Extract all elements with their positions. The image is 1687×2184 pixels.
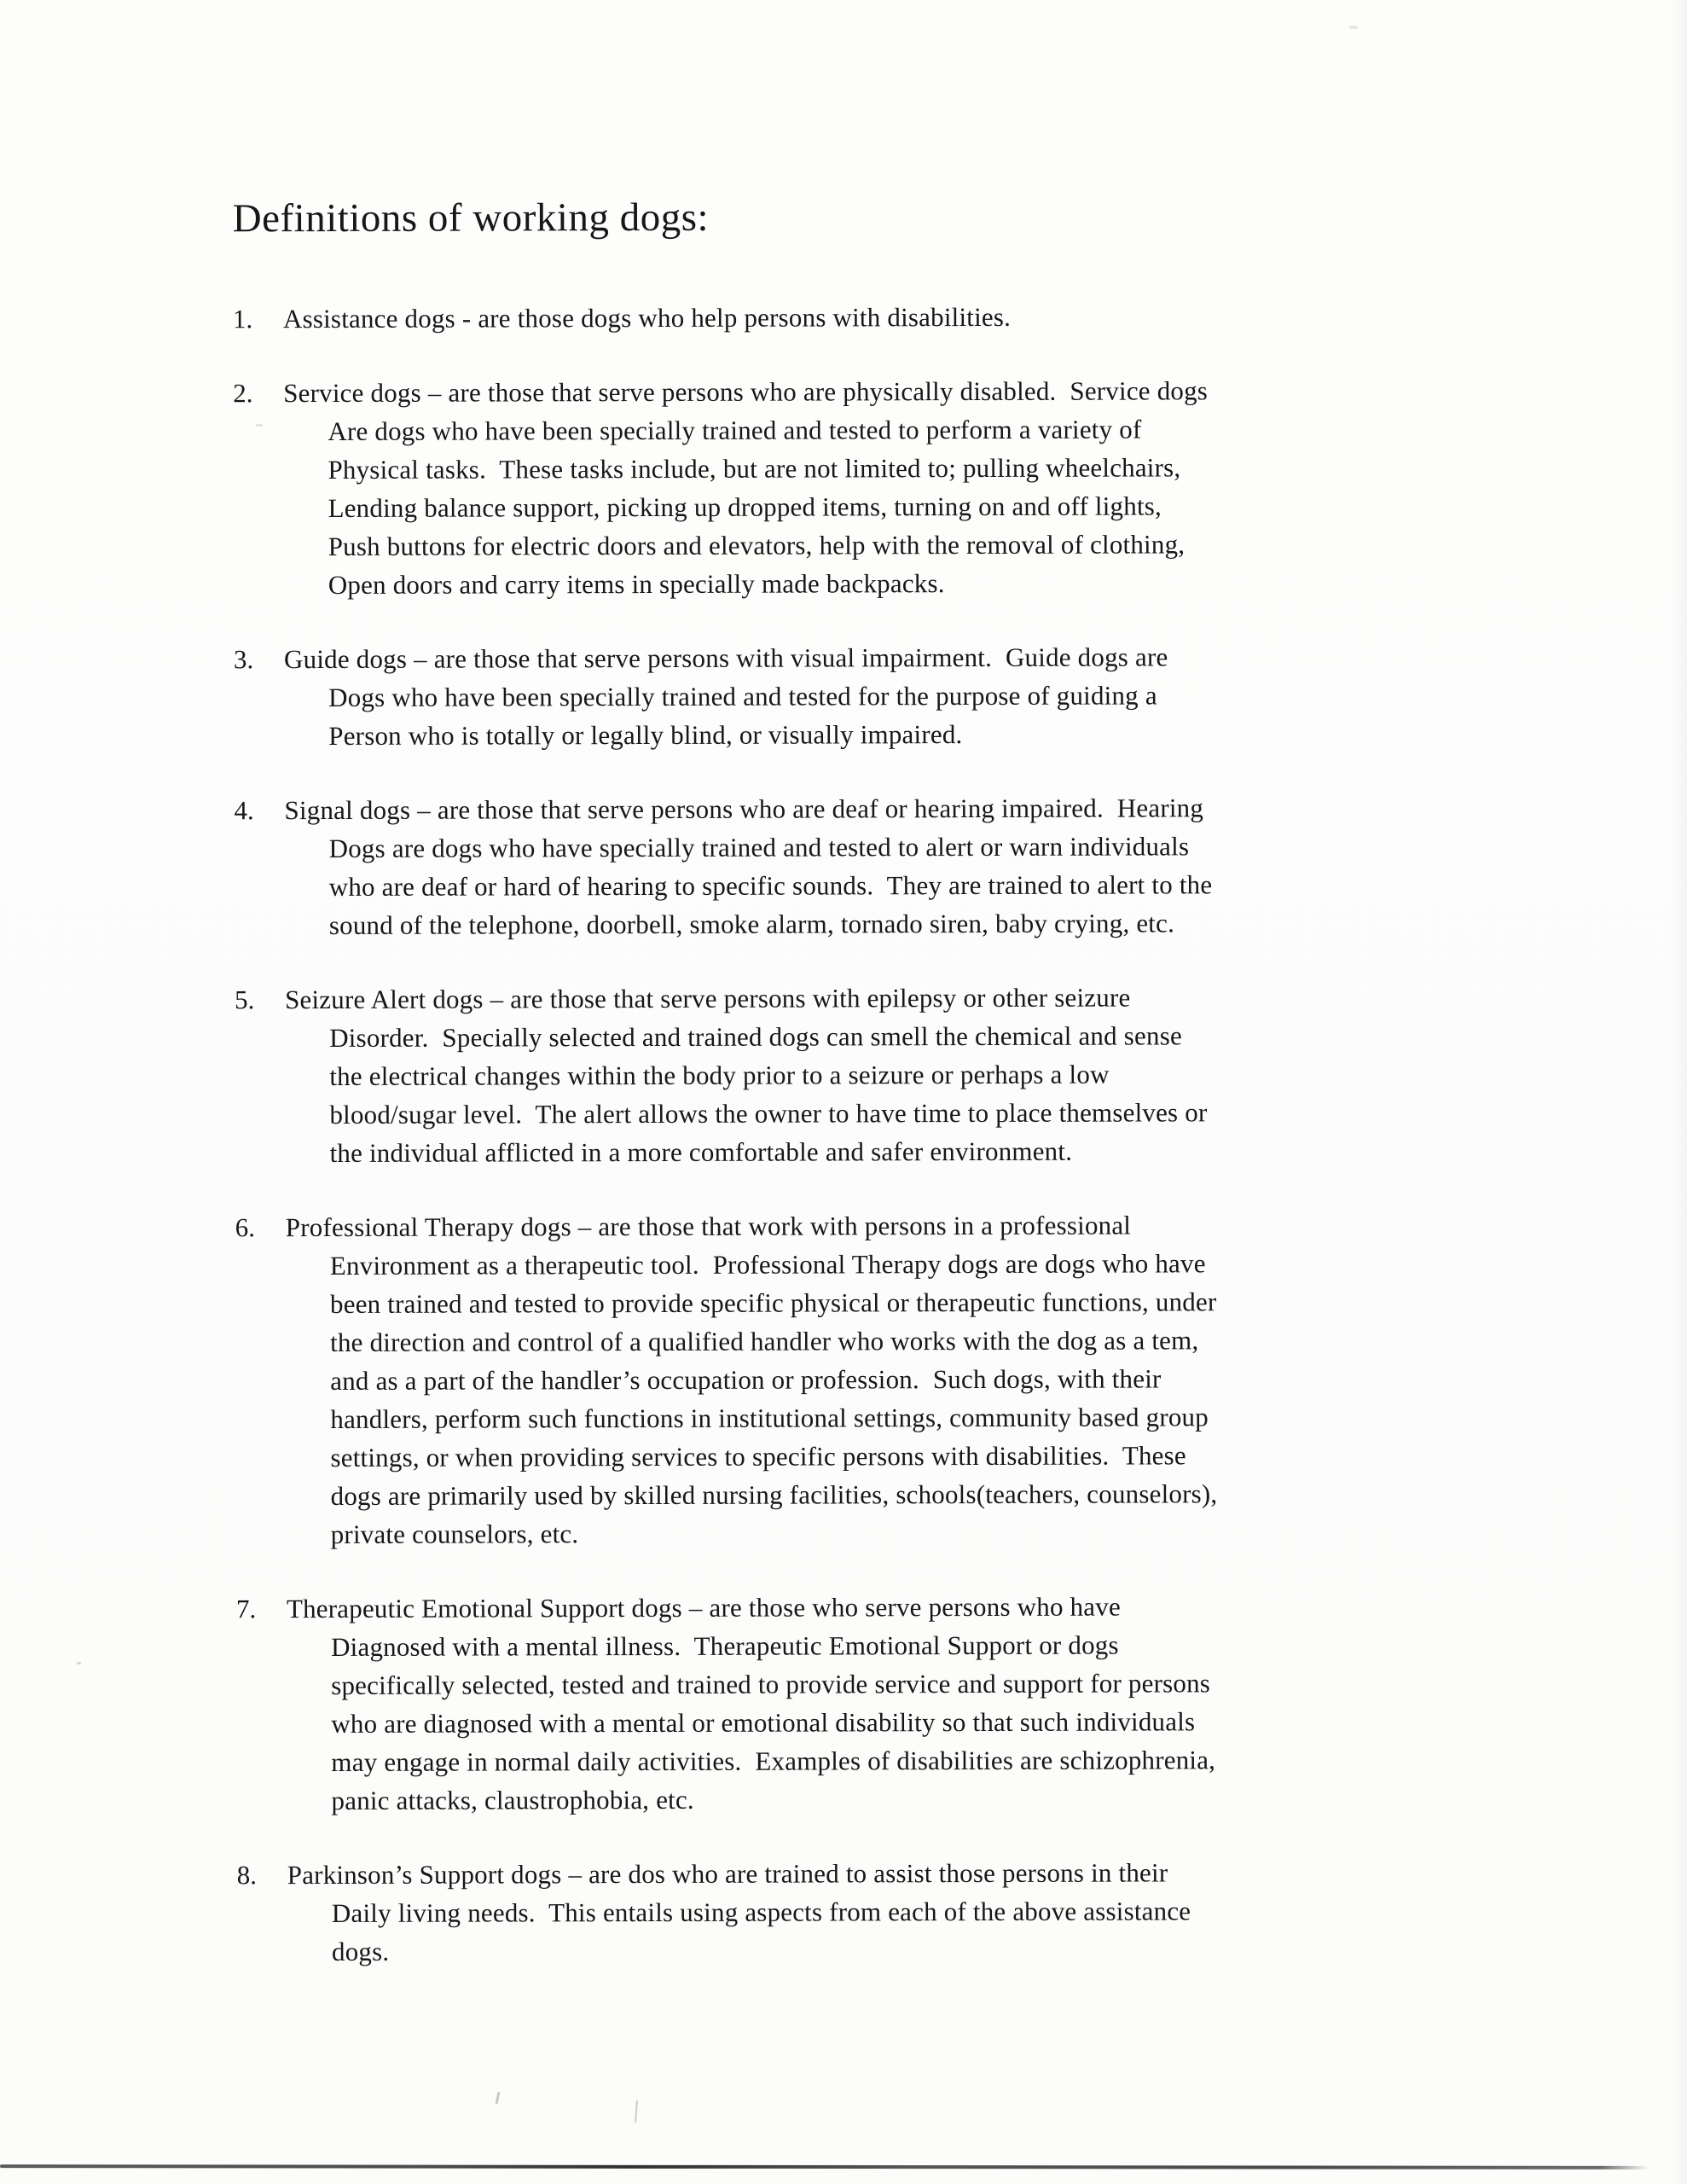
- item-number: 8.: [236, 1860, 258, 1891]
- text-line: settings, or when providing services to specific persons with disabilities. These: [330, 1440, 1186, 1472]
- text-line: dogs.: [331, 1936, 390, 1966]
- text-line: Dogs are dogs who have specially trained and tested to alert or warn individuals: [328, 831, 1190, 863]
- list-item: [235, 1205, 1687, 1554]
- item-text: [284, 788, 1212, 944]
- text-line: the individual afflicted in a more comfortable and safer environment.: [329, 1136, 1073, 1168]
- item-number: 2.: [233, 378, 253, 409]
- scan-speck: [77, 1662, 81, 1664]
- list-item: [237, 1852, 1687, 1971]
- text-line: Parkinson’s Support dogs – are dos who are trained to assist those persons in their: [287, 1857, 1168, 1891]
- text-line: Daily living needs. This entails using aspects from each of the above assistance: [331, 1896, 1191, 1928]
- item-text: [284, 637, 1168, 755]
- text-line: and as a part of the handler’s occupation or profession. Such dogs, with their: [330, 1363, 1162, 1396]
- text-line: specifically selected, tested and trained to provide service and support for persons: [331, 1668, 1211, 1700]
- text-line: sound of the telephone, doorbell, smoke alarm, tornado siren, baby crying, etc.: [328, 908, 1175, 940]
- item-text: [286, 1205, 1218, 1554]
- scan-speck: [256, 424, 263, 427]
- list-item: [234, 636, 1687, 755]
- text-line: Physical tasks. These tasks include, but are not limited to; pulling wheelchairs,: [328, 452, 1181, 485]
- text-line: Disorder. Specially selected and trained dogs can smell the chemical and sense: [329, 1020, 1182, 1053]
- document-title: Definitions of working dogs:: [232, 195, 710, 241]
- list-item: [235, 977, 1687, 1172]
- item-number: 5.: [235, 985, 255, 1015]
- text-line: Lending balance support, picking up dropped items, turning on and off lights,: [328, 491, 1162, 523]
- text-line: panic attacks, claustrophobia, etc.: [331, 1784, 694, 1815]
- text-line: Seizure Alert dogs – are those that serve persons with epilepsy or other seizure: [285, 982, 1131, 1015]
- scan-artifact-line: [0, 2164, 1649, 2169]
- definitions-list: [233, 296, 1687, 1971]
- text-line: Therapeutic Emotional Support dogs – are those who serve persons who have: [286, 1591, 1121, 1624]
- text-line: Person who is totally or legally blind, or visually impaired.: [328, 719, 963, 751]
- scan-speck: [496, 2092, 501, 2104]
- scan-speck: [1349, 26, 1358, 29]
- item-number: 6.: [235, 1212, 256, 1243]
- list-item: [236, 1586, 1687, 1820]
- item-number: 3.: [233, 644, 254, 675]
- text-line: Open doors and carry items in specially made backpacks.: [328, 568, 945, 600]
- item-text: [283, 298, 1011, 338]
- list-item: [233, 370, 1687, 604]
- text-line: may engage in normal daily activities. Examples of disabilities are schizophrenia,: [331, 1745, 1216, 1777]
- text-line: blood/sugar level. The alert allows the owner to have time to place themselves or: [329, 1097, 1208, 1130]
- text-line: who are deaf or hard of hearing to specific sounds. They are trained to alert to the: [328, 869, 1213, 902]
- item-number: 7.: [235, 1594, 257, 1624]
- text-line: Push buttons for electric doors and elevators, help with the removal of clothing,: [328, 529, 1186, 561]
- text-line: who are diagnosed with a mental or emotional disability so that such individuals: [331, 1706, 1196, 1739]
- item-text: [283, 371, 1209, 604]
- text-line: Dogs who have been specially trained and tested for the purpose of guiding a: [328, 680, 1157, 712]
- item-text: [285, 978, 1208, 1172]
- list-item: [234, 787, 1687, 944]
- text-line: the direction and control of a qualified handler who works with the dog as a tem,: [330, 1325, 1199, 1357]
- scan-speck: [635, 2100, 638, 2123]
- list-item: [233, 296, 1687, 338]
- text-line: handlers, perform such functions in institutional settings, community based group: [330, 1402, 1209, 1434]
- text-line: private counselors, etc.: [330, 1519, 579, 1549]
- text-line: Environment as a therapeutic tool. Professional Therapy dogs are dogs who have: [329, 1248, 1206, 1281]
- scanner-edge-shadow: [1672, 0, 1687, 2184]
- item-text: [287, 1587, 1215, 1820]
- text-line: been trained and tested to provide specific physical or therapeutic functions, under: [329, 1287, 1217, 1319]
- text-line: Are dogs who have been specially trained and tested to perform a variety of: [328, 414, 1142, 446]
- text-line: Professional Therapy dogs – are those that work with persons in a professional: [285, 1210, 1132, 1243]
- text-line: Signal dogs – are those that serve persons who are deaf or hearing impaired. Hearing: [284, 793, 1204, 826]
- item-number: 1.: [232, 304, 253, 334]
- text-line: the electrical changes within the body prior to a seizure or perhaps a low: [329, 1059, 1110, 1091]
- text-line: Guide dogs – are those that serve persons with visual impairment. Guide dogs are: [283, 642, 1168, 675]
- item-text: [287, 1853, 1191, 1971]
- text-line: Service dogs – are those that serve persons who are physically disabled. Service dogs: [283, 375, 1209, 409]
- item-number: 4.: [234, 795, 254, 826]
- text-line: Assistance dogs - are those dogs who help persons with disabilities.: [282, 301, 1012, 334]
- text-line: dogs are primarily used by skilled nursing facilities, schools(teachers, counselors),: [330, 1478, 1218, 1511]
- text-line: Diagnosed with a mental illness. Therapeutic Emotional Support or dogs: [331, 1629, 1119, 1662]
